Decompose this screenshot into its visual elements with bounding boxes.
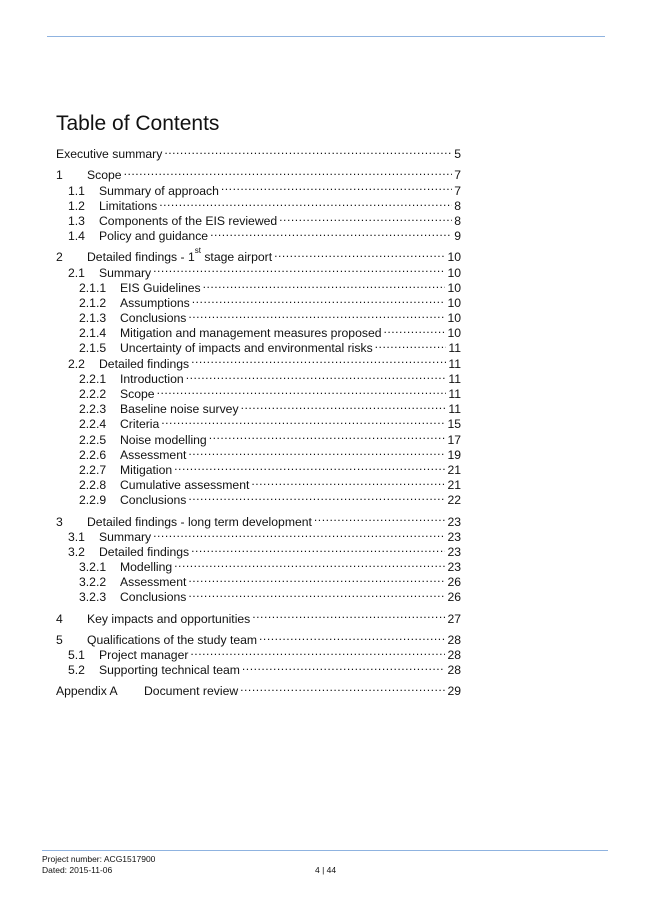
dot-leader: [174, 556, 445, 571]
toc-entry-page: 10: [447, 311, 461, 326]
toc-entry-title-text: Detailed findings: [99, 544, 190, 559]
toc-entry-page: 8: [454, 198, 461, 213]
toc-entry-title: [120, 463, 172, 478]
toc-entry-title-text: Project manager: [99, 648, 189, 662]
toc-entry-page: 10: [447, 250, 461, 265]
toc-entry-title-text: Key impacts and opportunities: [87, 611, 251, 626]
toc-entry-title-text: Detailed findings - 1: [87, 250, 195, 265]
toc-entry-title: [99, 648, 188, 663]
toc-entry-title: [99, 199, 157, 214]
toc-entry-page: 21: [447, 462, 461, 477]
toc-entry-title: [120, 311, 186, 326]
toc-entry-page: 23: [447, 544, 461, 559]
toc-entry-page: 10: [447, 326, 461, 341]
toc-entry-number: 1.3: [68, 213, 85, 228]
toc-entry-number: 1.2: [68, 198, 85, 213]
toc-entry-page: 28: [447, 648, 461, 662]
toc-entry-page: 15: [447, 417, 461, 432]
toc-entry-title-suffix: stage airport: [200, 250, 273, 265]
footer: [42, 854, 155, 876]
dot-leader: [153, 261, 445, 276]
toc-entry-number: 5.1: [68, 648, 85, 662]
toc-entry-page: 26: [447, 590, 461, 605]
toc-entry-title-text: Cumulative assessment: [120, 478, 250, 493]
dot-leader: [164, 143, 452, 158]
toc-entry-page: 7: [454, 183, 461, 198]
toc-entry-title-text: Summary: [99, 529, 152, 544]
project-number: Project number: ACG1517900: [42, 854, 156, 864]
toc-entry-number: 2.2.2: [79, 387, 107, 401]
toc-entry-title-text: Supporting technical team: [99, 663, 240, 678]
dot-leader: [191, 541, 445, 556]
toc-entry-page: 23: [447, 514, 461, 529]
toc-entry-page: 11: [448, 371, 461, 386]
toc-entry-number: 2.1.3: [79, 311, 107, 326]
toc-entry-title-text: Qualifications of the study team: [87, 632, 258, 647]
toc-entry-title-text: Mitigation: [120, 462, 173, 477]
toc-entry-page: 11: [448, 402, 461, 417]
toc-entry-title-text: Mitigation and management measures proposed: [120, 326, 382, 341]
dot-leader: [157, 383, 447, 398]
dot-leader: [174, 459, 445, 474]
toc-entry-page: 28: [447, 632, 461, 647]
dot-leader: [188, 444, 445, 459]
toc-entry-title-text: Introduction: [120, 371, 184, 386]
toc-entry-title: [99, 663, 240, 678]
toc-entry-title: [120, 575, 186, 590]
toc-entry[interactable]: [56, 164, 461, 183]
toc-entry-page: 10: [447, 265, 461, 280]
dot-leader: [210, 225, 452, 240]
toc-entry-title: [87, 612, 250, 627]
toc-entry-title-text: Limitations: [99, 198, 158, 213]
toc-entry-title: [120, 590, 186, 605]
toc-entry-page: 26: [447, 575, 461, 590]
toc-entry-title: [120, 560, 172, 575]
toc-entry-number: 1.1: [68, 183, 85, 198]
dot-leader: [159, 195, 452, 210]
toc-entry-title: [120, 296, 190, 311]
toc-entry-number: 2.1.1: [79, 280, 107, 295]
toc-entry-page: 5: [454, 147, 461, 162]
toc-entry-title: [99, 266, 151, 281]
toc-entry-title: [120, 326, 382, 341]
dot-leader: [203, 277, 446, 292]
toc-entry-page: 23: [447, 529, 461, 544]
toc-entry-page: 28: [447, 663, 461, 678]
toc-entry-title-text: Conclusions: [120, 590, 187, 605]
dot-leader: [188, 307, 445, 322]
dot-leader: [188, 489, 445, 504]
toc-entry-number: 5: [56, 632, 63, 647]
toc-entry-title-text: Criteria: [120, 417, 160, 432]
toc-entry[interactable]: [56, 680, 461, 699]
toc-entry-number: 2.2.6: [79, 447, 107, 462]
toc-entry-title-text: Summary of approach: [99, 183, 219, 198]
toc-entry-title: [120, 493, 186, 508]
toc-entry-number: 2.2.1: [79, 371, 107, 386]
dot-leader: [375, 337, 447, 352]
toc-entry-page: 7: [454, 168, 461, 183]
toc-entry-number: 2.1: [68, 265, 85, 280]
toc-entry-number: 3: [56, 514, 63, 529]
toc-entry[interactable]: [56, 607, 461, 626]
toc-entry-number: 3.2.1: [79, 560, 107, 575]
toc-entry-title-text: Baseline noise survey: [120, 402, 239, 417]
dot-leader: [314, 510, 446, 525]
toc-entry-title: [56, 147, 162, 162]
toc-heading: Table of Contents: [56, 112, 220, 135]
footer-rule: [42, 850, 608, 851]
toc-entry-number: 2.1.5: [79, 341, 107, 356]
toc-entry-title-text: Scope: [120, 387, 155, 401]
dot-leader: [186, 368, 447, 383]
toc-entry-title-text: Scope: [87, 168, 122, 183]
dot-leader: [252, 607, 445, 622]
toc-entry-page: 11: [448, 341, 461, 356]
toc-entry-title: [120, 417, 159, 432]
toc-entry-page: 11: [448, 356, 461, 371]
toc-entry-title: [144, 684, 238, 699]
toc-entry-number: 3.2.2: [79, 575, 107, 590]
dot-leader: [240, 680, 445, 695]
toc-entry-number: 4: [56, 611, 63, 626]
toc-entry-title-text: EIS Guidelines: [120, 280, 201, 295]
toc-entry-title-text: Components of the EIS reviewed: [99, 213, 278, 228]
page-indicator: 4 | 44: [315, 865, 337, 875]
toc-entry-title-text: Conclusions: [120, 311, 187, 326]
toc-entry-page: 21: [447, 478, 461, 493]
dot-leader: [190, 644, 445, 659]
toc-entry[interactable]: [56, 143, 461, 162]
toc-entry-title: [99, 530, 151, 545]
toc-entry-number: 3.1: [68, 529, 85, 544]
toc-entry-title-text: Modelling: [120, 560, 173, 575]
toc-entry-page: 10: [447, 295, 461, 310]
toc-entry-title-text: Summary: [99, 265, 152, 280]
toc-entry-title-text: Conclusions: [120, 493, 187, 508]
dot-leader: [192, 292, 446, 307]
dot-leader: [191, 352, 446, 367]
toc-entry-number: 1: [56, 168, 63, 183]
toc-entry-number: 3.2.3: [79, 590, 107, 605]
toc-entry-page: 17: [447, 432, 461, 447]
toc-entry[interactable]: [56, 629, 461, 647]
dot-leader: [274, 246, 445, 261]
toc-entry-number: 2.2.5: [79, 432, 107, 447]
toc-entry-number: 2.2.3: [79, 402, 107, 417]
toc-entry-number: Appendix A: [56, 684, 118, 699]
toc-entry-title-text: Assessment: [120, 447, 187, 462]
toc-entry-number: 2.2.9: [79, 493, 107, 508]
toc-entry-page: 29: [447, 684, 461, 699]
dot-leader: [188, 586, 445, 601]
toc-entry-number: 2.2.4: [79, 417, 107, 432]
toc-entry-number: 2.1.2: [79, 295, 107, 310]
toc-entry-number: 2.2: [68, 356, 85, 371]
toc-entry-page: 22: [447, 493, 461, 508]
toc-entry-title-text: Noise modelling: [120, 432, 207, 447]
toc-entry-title-text: Uncertainty of impacts and environmental risks: [120, 341, 373, 356]
toc-entry-superscript: st: [194, 246, 201, 256]
toc-entry-title-text: Executive summary: [56, 147, 163, 162]
dot-leader: [124, 164, 453, 179]
toc-entry-page: 8: [454, 213, 461, 228]
dot-leader: [221, 179, 452, 194]
toc-entry-title-text: Policy and guidance: [99, 229, 209, 244]
toc-entry-title: [99, 357, 189, 372]
toc-entry-title-text: Assessment: [120, 575, 187, 590]
toc-entry-page: 11: [448, 387, 461, 401]
toc-entry[interactable]: [56, 246, 461, 265]
toc-entry-page: 9: [454, 229, 461, 244]
toc-entry-number: 1.4: [68, 229, 85, 244]
dot-leader: [153, 526, 445, 541]
dot-leader: [279, 210, 452, 225]
toc-entry-page: 27: [447, 611, 461, 626]
dot-leader: [241, 398, 447, 413]
toc-entry-title-text: Document review: [144, 684, 239, 699]
toc-entry-title-text: Detailed findings: [99, 356, 190, 371]
toc-entry-page: 19: [447, 447, 461, 462]
dot-leader: [384, 322, 446, 337]
header-rule: [47, 36, 605, 37]
dot-leader: [242, 659, 446, 674]
dot-leader: [161, 413, 445, 428]
dot-leader: [251, 474, 445, 489]
toc-entry-page: 10: [447, 280, 461, 295]
document-date: Dated: 2015-11-06: [42, 865, 113, 875]
toc-entry-title: [120, 281, 201, 296]
toc-entry-title: [87, 168, 122, 183]
toc-entry-number: 3.2: [68, 544, 85, 559]
toc-entry-title: [99, 229, 208, 244]
dot-leader: [188, 571, 445, 586]
toc-entry-number: 5.2: [68, 663, 85, 678]
toc-entry-title-text: Assumptions: [120, 295, 190, 310]
table-of-contents: [56, 143, 461, 699]
toc-entry-title-text: Detailed findings - long term development: [87, 514, 312, 529]
toc-entry[interactable]: [56, 510, 461, 529]
toc-entry-number: 2.1.4: [79, 326, 107, 341]
toc-entry-page: 23: [447, 560, 461, 575]
toc-entry-number: 2.2.8: [79, 478, 107, 493]
dot-leader: [259, 629, 445, 644]
dot-leader: [209, 428, 446, 443]
toc-entry-number: 2.2.7: [79, 462, 107, 477]
toc-entry-number: 2: [56, 250, 63, 265]
toc-entry-title: [120, 387, 155, 402]
